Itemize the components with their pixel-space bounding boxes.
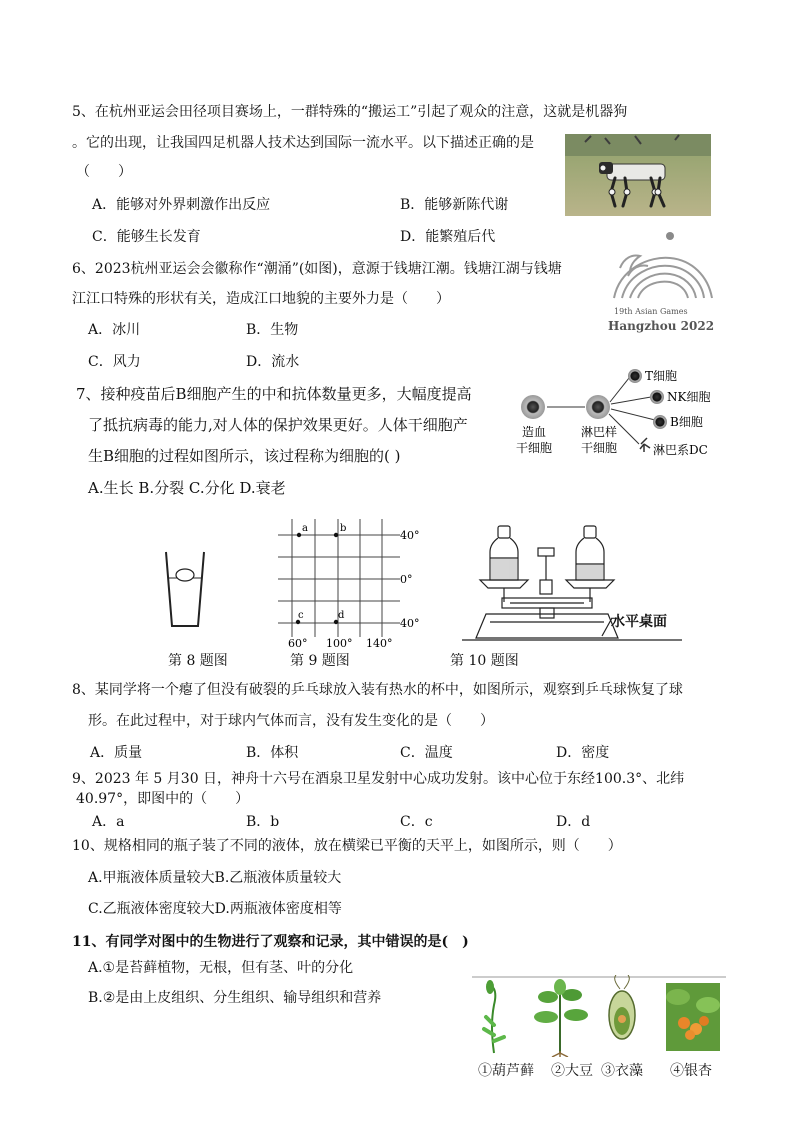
q7-options: A.生长 B.分裂 C.分化 D.衰老 xyxy=(88,479,286,497)
label-a: a xyxy=(302,523,308,534)
fig10-caption: 第 10 题图 xyxy=(450,653,519,669)
fig9-caption: 第 9 题图 xyxy=(290,653,350,669)
q8-stem-line2: 形。在此过程中，对于球内气体而言，没有发生变化的是（ ） xyxy=(88,713,494,729)
lymphoid-label-2: 干细胞 xyxy=(581,441,618,455)
q6-option-b: B．生物 xyxy=(246,322,299,338)
organism-label-3: ③衣藻 xyxy=(601,1063,643,1079)
dc-label: 淋巴系DC xyxy=(653,443,708,457)
lat-bot: 40° xyxy=(400,617,420,630)
moss-image xyxy=(484,980,504,1053)
q6-stem-line2: 江江口特殊的形状有关，造成江口地貌的主要外力是（ ） xyxy=(72,291,450,307)
q9-option-d: D．d xyxy=(556,814,591,830)
q5-stem-line2: 。它的出现，让我国四足机器人技术达到国际一流水平。以下描述正确的是 xyxy=(72,135,534,151)
q6-stem-line1: 6、2023杭州亚运会会徽称作“潮涌”(如图)，意源于钱塘江潮。钱塘江湖与钱塘 xyxy=(72,261,562,277)
q8-option-b: B．体积 xyxy=(246,745,299,761)
q7-stem-line3: 生B细胞的过程如图所示，该过程称为细胞的( ) xyxy=(88,447,401,465)
label-d: d xyxy=(338,610,345,621)
q5-paren: （ ） xyxy=(76,164,132,180)
lymphoid-label-1: 淋巴样 xyxy=(581,425,618,439)
lon-140: 140° xyxy=(366,637,393,650)
hsc-label-1: 造血 xyxy=(522,425,547,439)
hsc-cell xyxy=(521,395,545,419)
cell-differentiation-diagram xyxy=(505,362,735,460)
point-b xyxy=(334,533,338,537)
q7-stem-line2: 了抵抗病毒的能力,对人体的保护效果更好。人体干细胞产 xyxy=(88,416,468,434)
robot-dog-photo xyxy=(565,134,711,216)
organism-label-1: ①葫芦藓 xyxy=(478,1063,534,1079)
lat-top: 40° xyxy=(400,529,420,542)
t-cell-label: T细胞 xyxy=(645,369,678,383)
cup-with-pingpong-figure xyxy=(160,548,210,630)
q7-stem-line1: 7、接种疫苗后B细胞产生的中和抗体数量更多，大幅度提高 xyxy=(76,385,472,403)
q8-option-a: A．质量 xyxy=(90,745,143,761)
q5-option-c: C．能够生长发育 xyxy=(92,229,201,245)
q10-stem: 10、规格相同的瓶子装了不同的液体，放在横梁已平衡的天平上，如图所示，则（ ） xyxy=(72,838,622,854)
q11-option-a: A.①是苔藓植物，无根，但有茎、叶的分化 xyxy=(88,960,354,976)
organism-label-4: ④银杏 xyxy=(670,1063,712,1079)
chlamydomonas-image xyxy=(609,975,635,1039)
q10-option-cd: C.乙瓶液体密度较大D.两瓶液体密度相等 xyxy=(88,901,342,917)
soybean-image xyxy=(534,979,588,1057)
q5-option-b: B．能够新陈代谢 xyxy=(400,197,509,213)
nk-cell-label: NK细胞 xyxy=(667,390,711,404)
q8-stem-line1: 8、某同学将一个瘪了但没有破裂的乒乓球放入装有热水的杯中，如图所示，观察到乒乓球恢复了球 xyxy=(72,682,683,698)
organisms-figure xyxy=(472,975,726,1057)
q6-option-d: D．流水 xyxy=(246,354,300,370)
q9-stem-line2: 40.97°，即图中的（ ） xyxy=(76,791,250,807)
logo-caption-2: Hangzhou 2022 xyxy=(608,319,715,333)
lat-lon-grid-figure xyxy=(270,515,430,650)
b-cell-label: B细胞 xyxy=(670,415,703,429)
organism-label-2: ②大豆 xyxy=(551,1063,593,1079)
point-a xyxy=(297,533,301,537)
q6-option-c: C．风力 xyxy=(88,354,141,370)
fig8-caption: 第 8 题图 xyxy=(168,653,228,669)
q8-option-d: D．密度 xyxy=(556,745,610,761)
q5-option-d: D．能繁殖后代 xyxy=(400,229,496,245)
q11-option-b: B.②是由上皮组织、分生组织、输导组织和营养 xyxy=(88,990,382,1006)
label-b: b xyxy=(340,523,347,534)
logo-caption-1: 19th Asian Games xyxy=(614,307,688,316)
q5-stem-line1: 5、在杭州亚运会田径项目赛场上，一群特殊的“搬运工”引起了观众的注意，这就是机器狗 xyxy=(72,104,628,120)
asian-games-logo xyxy=(600,228,720,343)
lon-100: 100° xyxy=(326,637,353,650)
hsc-label-2: 干细胞 xyxy=(516,441,553,455)
lymphoid-cell xyxy=(586,395,610,419)
q10-option-ab: A.甲瓶液体质量较大B.乙瓶液体质量较大 xyxy=(88,870,342,886)
ginkgo-image xyxy=(666,983,720,1051)
q8-option-c: C．温度 xyxy=(400,745,453,761)
q9-stem-line1: 9、2023 年 5 月30 日，神舟十六号在酒泉卫星发射中心成功发射。该中心位于东经100.3°、北纬 xyxy=(72,771,685,787)
desk-label: 水平桌面 xyxy=(611,614,667,630)
lat-mid: 0° xyxy=(400,573,413,586)
q9-option-a: A．a xyxy=(92,814,125,830)
q6-option-a: A．冰川 xyxy=(88,322,141,338)
q11-stem: 11、有同学对图中的生物进行了观察和记录，其中错误的是( ) xyxy=(72,934,469,950)
q9-option-c: C．c xyxy=(400,814,433,830)
q9-option-b: B．b xyxy=(246,814,280,830)
lon-60: 60° xyxy=(288,637,308,650)
label-c: c xyxy=(298,610,304,621)
q5-option-a: A．能够对外界刺激作出反应 xyxy=(92,197,271,213)
